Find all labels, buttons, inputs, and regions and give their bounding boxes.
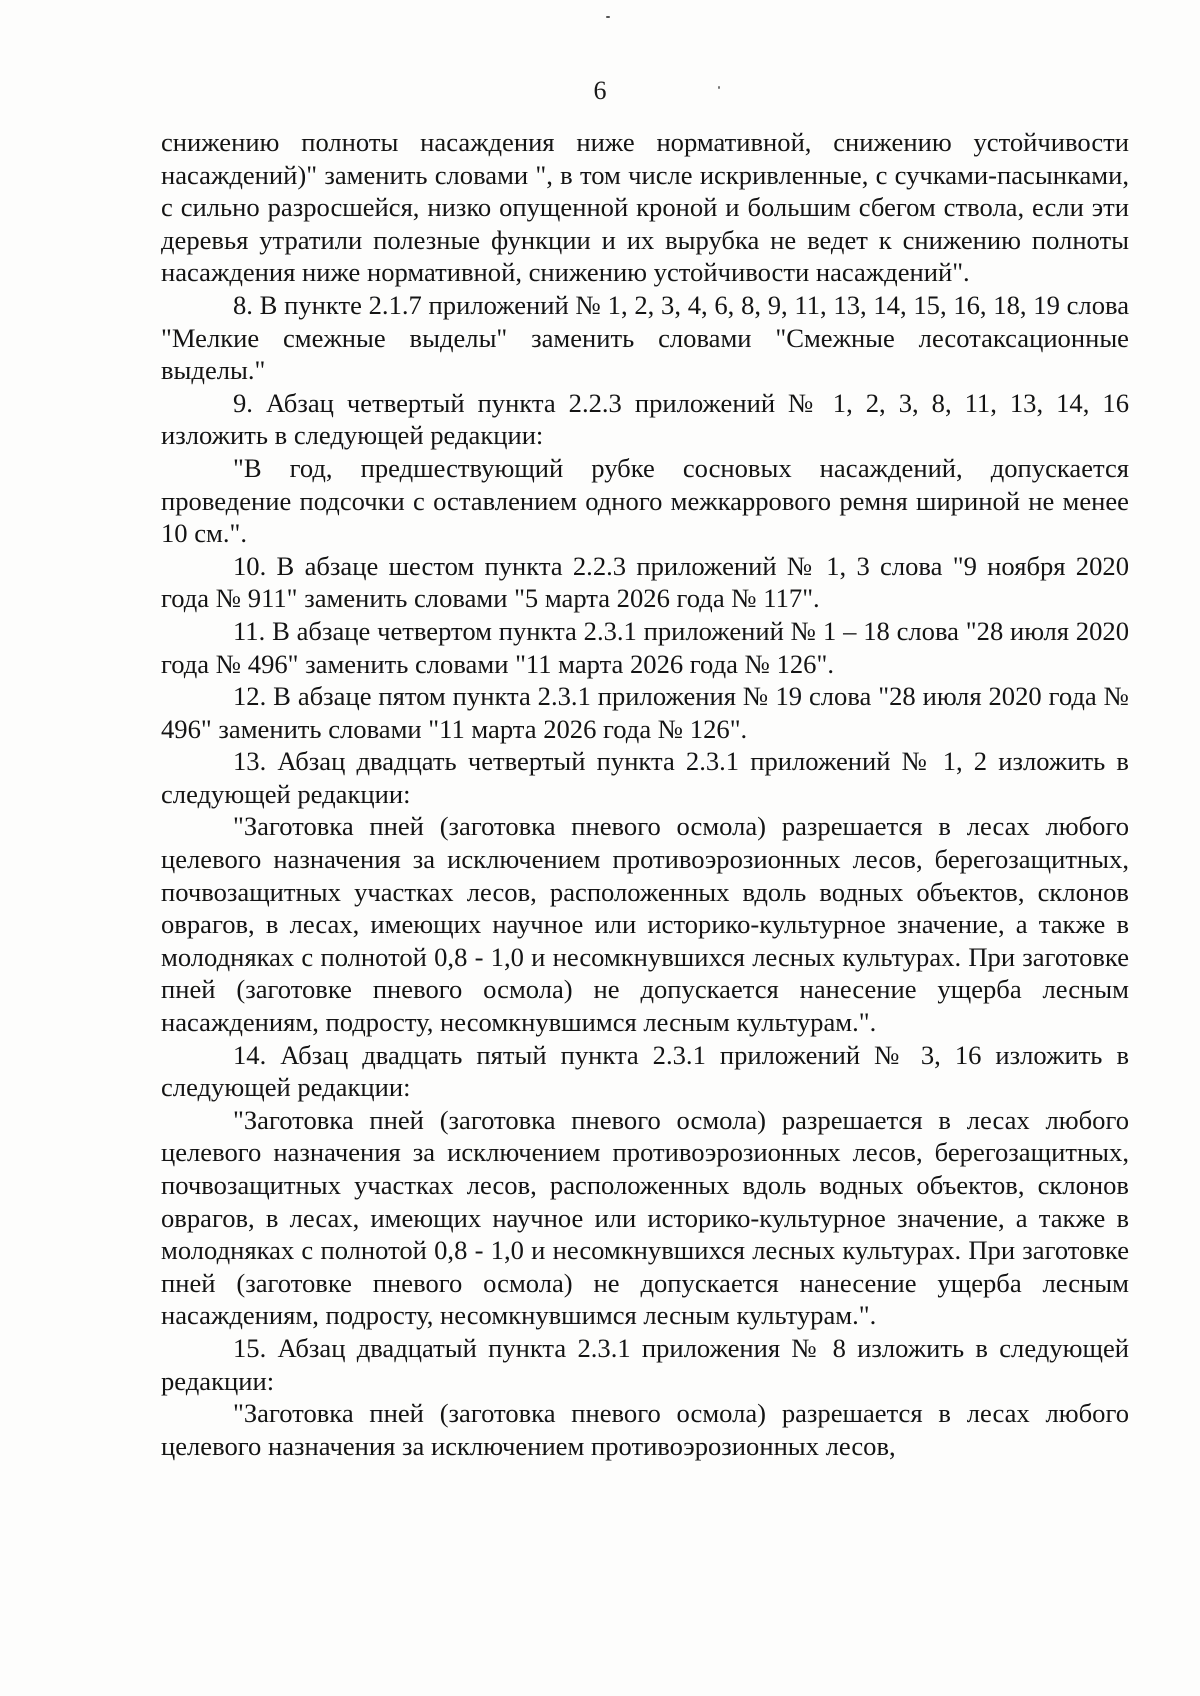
paragraph-item-13: 13. Абзац двадцать четвертый пункта 2.3.1 приложений № 1, 2 изложить в следующей редакции: (161, 746, 1129, 809)
paragraph-item-11: 11. В абзаце четвертом пункта 2.3.1 приложений № 1 – 18 слова "28 июля 2020 года № 496" заменить словами "11 марта 2026 года № 126". (161, 615, 1129, 679)
page-number: 6 (593, 76, 607, 105)
paragraph-item-12: 12. В абзаце пятом пункта 2.3.1 приложения № 19 слова "28 июля 2020 года № 496" заменить словами "11 марта 2026 года № 126". (161, 681, 1129, 744)
scan-speck (606, 16, 610, 18)
paragraph-quote: "В год, предшествующий рубке сосновых насаждений, допускается проведение подсочки с оставлением одного межкаррового ремня шириной не менее 10 см.". (161, 452, 1129, 549)
paragraph-quote: "Заготовка пней (заготовка пневого осмола) разрешается в лесах любого целевого назначения за исключением противоэрозионных лесов, берегозащитных, почвозащитных участках лесов, расположенных вдоль водных объектов, склонов оврагов, в лесах, имеющих научное или историко-культурное значение, а также в молодняках с полнотой 0,8 - 1,0 и несомкнувшихся лесных культурах. При заготовке пней (заготовке пневого осмола) не допускается нанесение ущерба лесным насаждениям, подросту, несомкнувшимся лесным культурам.". (161, 811, 1129, 1038)
paragraph-item-9: 9. Абзац четвертый пункта 2.2.3 приложений № 1, 2, 3, 8, 11, 13, 14, 16 изложить в следующей редакции: (161, 387, 1129, 451)
paragraph-item-8: 8. В пункте 2.1.7 приложений № 1, 2, 3, 4, 6, 8, 9, 11, 13, 14, 15, 16, 18, 19 слова "Мелкие смежные выделы" заменить словами "Смежные лесотаксационные выделы." (161, 289, 1129, 386)
paragraph-item-10: 10. В абзаце шестом пункта 2.2.3 приложений № 1, 3 слова "9 ноября 2020 года № 911" заменить словами "5 марта 2026 года № 117". (161, 550, 1129, 614)
paragraph-quote: "Заготовка пней (заготовка пневого осмола) разрешается в лесах любого целевого назначения за исключением противоэрозионных лесов, берегозащитных, почвозащитных участках лесов, расположенных вдоль водных объектов, склонов оврагов, в лесах, имеющих научное или историко-культурное значение, а также в молодняках с полнотой 0,8 - 1,0 и несомкнувшихся лесных культурах. При заготовке пней (заготовке пневого осмола) не допускается нанесение ущерба лесным насаждениям, подросту, несомкнувшимся лесным культурам.". (161, 1104, 1129, 1331)
paragraph-quote: "Заготовка пней (заготовка пневого осмола) разрешается в лесах любого целевого назначения за исключением противоэрозионных лесов, (161, 1398, 1129, 1461)
document-body (161, 126, 1129, 1462)
paragraph-item-14: 14. Абзац двадцать пятый пункта 2.3.1 приложений № 3, 16 изложить в следующей редакции: (161, 1039, 1129, 1103)
paragraph-item-15: 15. Абзац двадцатый пункта 2.3.1 приложения № 8 изложить в следующей редакции: (161, 1332, 1129, 1396)
paragraph-continuation: снижению полноты насаждения ниже нормативной, снижению устойчивости насаждений)" заменить словами ", в том числе искривленные, с сучками-пасынками, с сильно разросшейся, низко опущенной кроной и большим сбегом ствола, если эти деревья утратили полезные функции и их вырубка не ведет к снижению полноты насаждения ниже нормативной, снижению устойчивости насаждений". (161, 127, 1129, 288)
